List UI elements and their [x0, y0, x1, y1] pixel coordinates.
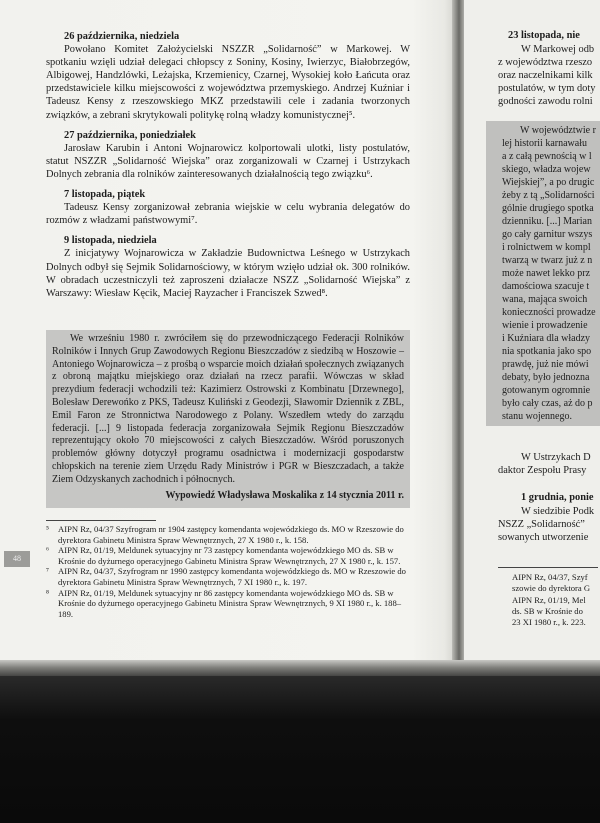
right-box-line: skiego, władza wojew	[502, 164, 591, 175]
chronicle-entry	[46, 234, 410, 299]
right-footnote-line: szowie do dyrektora G	[512, 583, 591, 593]
right-text-line: W Ustrzykach D	[521, 452, 591, 463]
right-text-line: godności zawodu rolni	[498, 96, 593, 107]
right-footnote-line: 23 XI 1980 r., k. 223.	[512, 617, 586, 627]
right-text-line: W siedzibie Podk	[521, 506, 595, 517]
entry-date: 26 października, niedziela	[64, 31, 180, 42]
quote-text: We wrześniu 1980 r. zwróciłem się do przewodniczącego Federacji Rolników Rolników i Innych Grup Zawodowych Regionu Bieszczadów z siedzibą w Hoszowie – Antoniego Wojnarowicza – z prośbą o wsparcie moich działań społecznych związanych z obroną majątku miejskiego oraz działań na rzecz parafii. Wówczas w skład prezydium federacji wchodzili też: Kazimierz Ostrowski z Kombinatu [Drzewnego], Bolesław Derewońko z PKS, Tadeusz Kuliński z Geodezji, Sławomir Dziennik z ZBL, Emil Faron ze Stronnictwa Narodowego z Polany. Wszedłem wtedy do zarządu federacji. [...] 9 listopada federacja zorganizowała Sejmik Regionu Bieszczadów reprezentujący około 70 miejscowości z całych Bieszczadów. Wśród poruszonych problemów główny dotyczył programu osadnictwa i modernizacji gospodarstw chłopskich na terenie ziem Urzędu Rady Ministrów i PGR w Bieszczadach, a także Ziem Odzyskanych zachodnich i północnych.	[52, 333, 404, 485]
right-entry-date: 1 grudnia, ponie	[521, 492, 594, 503]
right-footnote-line: ds. SB w Krośnie do	[512, 606, 583, 616]
left-column	[46, 30, 410, 307]
right-box-line: może nawet lekko prz	[502, 268, 591, 279]
quote-box	[46, 330, 410, 508]
dark-background	[0, 676, 600, 823]
right-text-line: NSZZ „Solidarność”	[498, 519, 585, 530]
right-box-line: gólnie drugiego spotka	[502, 203, 594, 214]
right-box-line: wienie i prowadzenie	[502, 320, 588, 331]
footnote: ⁶ AIPN Rz, 01/19, Meldunek sytuacyjny nr 73 zastępcy komendanta wojewódzkiego MO ds. SB w Krośnie do dyżurnego operacyjnego Gabinetu Ministra Spraw Wewnętrznych, 27 X 1980 r., k. 157.	[46, 545, 401, 566]
right-box-line: i rolnictwem w kompl	[502, 242, 591, 253]
right-footnote-rule	[498, 567, 598, 568]
right-box-line: lej historii karnawału	[502, 138, 587, 149]
right-box-line: nia spotkania jako spo	[502, 346, 592, 357]
right-text-line: W Markowej odb	[521, 44, 595, 55]
right-box-line: W województwie r	[520, 125, 596, 136]
right-text-line: oraz naczelnikami kilk	[498, 70, 593, 81]
right-box-line: twarzą w twarz już z n	[502, 255, 593, 266]
right-box-line: konieczności prowadze	[502, 307, 596, 318]
footnote: ⁷ AIPN Rz, 04/37, Szyfrogram nr 1990 zastępcy komendanta wojewódzkiego ds. MO w Rzeszowie do dyrektora Gabinetu Ministra Spraw Wewnętrznych, 7 XI 1980 r., k. 197.	[46, 566, 406, 587]
right-text-line: z województwa rzeszo	[498, 57, 593, 68]
right-box-line: i Kuźniara dla władzy	[502, 333, 591, 344]
footnote: ⁸ AIPN Rz, 01/19, Meldunek sytuacyjny nr 86 zastępcy komendanta wojewódzkiego MO ds. SB w Krośnie do dyżurnego operacyjnego Gabinetu Ministra Spraw Wewnętrznych, 9 XI 1980 r., k. 188–189.	[46, 587, 402, 619]
entry-date: 27 października, poniedziałek	[64, 129, 196, 141]
right-footnote-line: AIPN Rz, 01/19, Mel	[512, 595, 586, 605]
right-box-line: a z całą pewnością w l	[502, 151, 592, 162]
chronicle-entry	[46, 129, 410, 181]
footnote-rule	[46, 520, 156, 521]
right-footnote-line: AIPN Rz, 04/37, Szyf	[512, 572, 588, 582]
footnotes	[46, 524, 412, 619]
right-quote-box	[486, 121, 600, 426]
footnote: ⁵ AIPN Rz, 04/37 Szyfrogram nr 1904 zastępcy komendanta wojewódzkiego ds. MO w Rzeszowie do dyrektora Gabinetu Ministra Spraw Wewnętrznych, 27 X 1980 r., k. 158.	[46, 524, 404, 545]
right-entry-date: 23 listopada, nie	[508, 30, 580, 41]
quote-source: Wypowiedź Władysława Moskalika z 14 stycznia 2011 r.	[165, 489, 404, 501]
right-box-line: Wiejskiej”, a po drugic	[502, 177, 595, 188]
right-box-line: żeby z tą „Solidarności	[502, 190, 595, 201]
entry-text: Powołano Komitet Założycielski NSZZR „Solidarność” w Markowej. W spotkaniu wzięli udział delegaci chłopscy z Soniny, Kosiny, Iwierzyc, Białobrzegów, Albigowej, Handzlówki, Leżajska, Krzemienicy, Czarnej, Wysokiej koło Łańcuta oraz przedstawiciele kilku miejscowości z województwa przemyskiego. Andrzej Kuźniar i Tadeusz Kensy z rzeszowskiego MKZ przedstawili cele i zadania tworzonych związków, a zebrani skrytykowali politykę rolną władzy komunistycznej⁵.	[46, 44, 410, 121]
right-box-line: prawdę, już nie mówi	[502, 359, 589, 370]
right-box-line: stanu wojennego.	[502, 411, 572, 422]
entry-text: Jarosław Karubin i Antoni Wojnarowicz kolportowali ulotki, listy postulatów, statut NSZZR „Solidarność Wiejska” oraz zorganizowali w Czarnej i Ustrzykach Dolnych zebrania dla rolników zainteresowanych działalnością tego związku⁶.	[46, 142, 410, 180]
right-box-line: wana, mająca swoich	[502, 294, 588, 305]
right-box-line: dzienniku. [...] Marian	[502, 216, 592, 227]
right-box-line: debaty, było jednozna	[502, 372, 590, 383]
page-number: 48	[4, 551, 30, 567]
entry-text: Z inicjatywy Wojnarowicza w Zakładzie Budownictwa Leśnego w Ustrzykach Dolnych odbył się Sejmik Solidarnościowy, w którym wzięło udział ok. 300 rolników. W obradach uczestniczyli też zaproszeni działacze NSZZ „Solidarność Wiejska” z Warszawy: Wiesław Kęcik, Maciej Rayzacher i Franciszek Szwed⁸.	[46, 248, 410, 299]
right-text-line: postulatów, w tym doty	[498, 83, 596, 94]
chronicle-entry	[46, 30, 410, 122]
right-box-line: go cały garnitur wszys	[502, 229, 593, 240]
right-text-line: daktor Zespołu Prasy	[498, 465, 587, 476]
right-box-line: gotowanym ogromnie	[502, 385, 591, 396]
right-box-line: damościowa szacuje t	[502, 281, 590, 292]
right-text-line: sowanych utworzenie	[498, 532, 589, 543]
entry-text: Tadeusz Kensy zorganizował zebrania wiejskie w celu wybrania delegatów do rozmów z władzami państwowymi⁷.	[46, 202, 410, 227]
chronicle-entry	[46, 188, 410, 227]
entry-date: 9 listopada, niedziela	[64, 235, 157, 247]
right-box-line: było cały czas, aż do p	[502, 398, 593, 409]
entry-date: 7 listopada, piątek	[64, 189, 146, 201]
